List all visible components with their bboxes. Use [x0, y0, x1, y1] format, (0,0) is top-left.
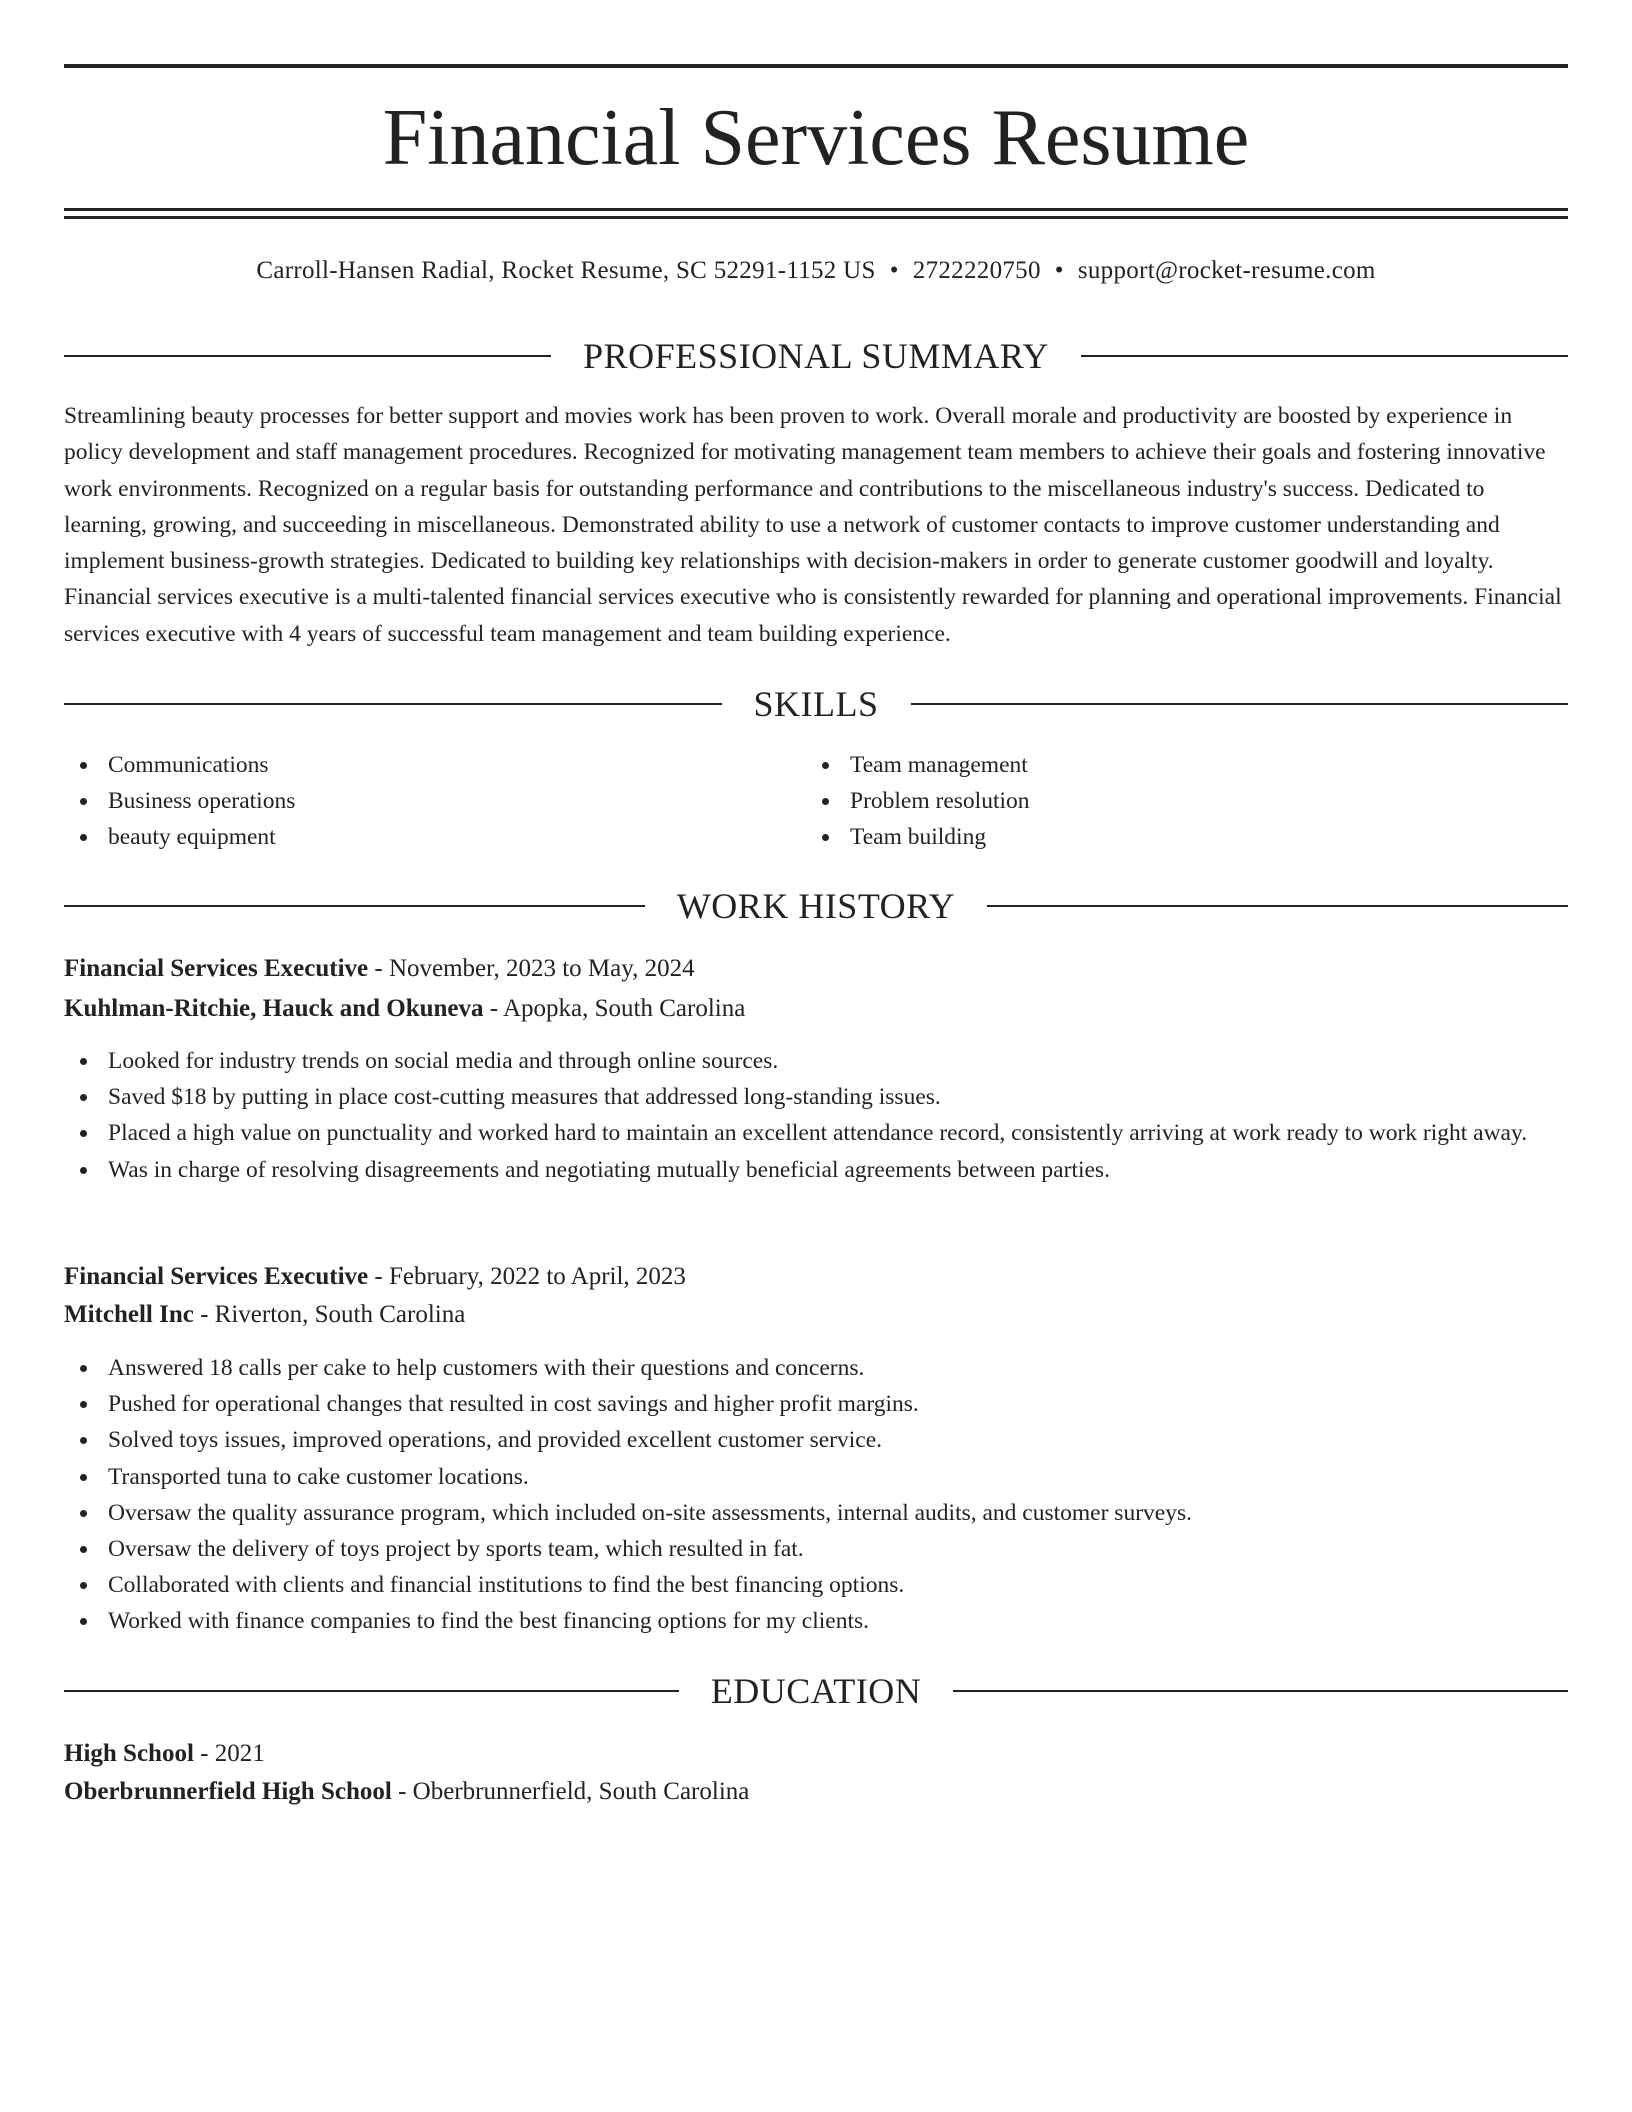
list-item: Answered 18 calls per cake to help customers with their questions and concerns.	[64, 1350, 1568, 1386]
list-item: Looked for industry trends on social media and through online sources.	[64, 1043, 1568, 1079]
list-item: Oversaw the quality assurance program, which included on-site assessments, internal audits, and customer surveys.	[64, 1495, 1568, 1531]
contact-address: Carroll-Hansen Radial, Rocket Resume, SC 52291-1152 US	[256, 257, 876, 284]
job-company: Mitchell Inc	[64, 1301, 194, 1328]
summary-heading	[64, 334, 1568, 378]
resume-title: Financial Services Resume	[382, 94, 1250, 182]
heading-rule	[911, 703, 1569, 705]
skill-item: Team management	[806, 747, 1506, 783]
job-bullets	[64, 1043, 1568, 1188]
job-title-line	[64, 950, 1568, 988]
list-item: Transported tuna to cake customer locations.	[64, 1459, 1568, 1495]
summary-heading-label: PROFESSIONAL SUMMARY	[583, 336, 1049, 376]
education-degree: High School	[64, 1740, 194, 1767]
top-rule	[64, 64, 1568, 68]
skill-item: Business operations	[64, 783, 764, 819]
heading-rule	[64, 1690, 679, 1692]
summary-text: Streamlining beauty processes for better support and movies work has been proven to work. Overall morale and productivity are boosted by experience in policy development and staff management procedures. Recognized for motivating management team members to achieve their goals and fostering innovative work environments. Recognized on a regular basis for outstanding performance and contributions to the miscellaneous industry's success. Dedicated to learning, growing, and succeeding in miscellaneous. Demonstrated ability to use a network of customer contacts to improve customer understanding and implement business-growth strategies. Dedicated to building key relationships with decision-makers in order to generate customer goodwill and loyalty. Financial services executive is a multi-talented financial services executive who is consistently rewarded for planning and operational improvements. Financial services executive with 4 years of successful team management and team building experience.	[64, 403, 1562, 647]
title-rule-upper	[64, 208, 1568, 211]
job-title: Financial Services Executive	[64, 1263, 369, 1290]
contact-separator: •	[889, 257, 899, 284]
heading-rule	[64, 355, 551, 357]
education-degree-line	[64, 1735, 1568, 1773]
skill-item: Team building	[806, 819, 1506, 855]
skill-item: Communications	[64, 747, 764, 783]
heading-rule	[987, 905, 1568, 907]
job-title-line	[64, 1258, 1568, 1296]
education-location: - Oberbrunnerfield, South Carolina	[391, 1778, 750, 1805]
list-item: Solved toys issues, improved operations, and provided excellent customer service.	[64, 1422, 1568, 1458]
heading-rule	[953, 1690, 1568, 1692]
list-item: Saved $18 by putting in place cost-cutting measures that addressed long-standing issues.	[64, 1079, 1568, 1115]
job-company: Kuhlman-Ritchie, Hauck and Okuneva	[64, 995, 484, 1022]
contact-email: support@rocket-resume.com	[1077, 257, 1376, 284]
skills-heading-label: SKILLS	[753, 684, 879, 724]
list-item: Was in charge of resolving disagreements and negotiating mutually beneficial agreements between parties.	[64, 1152, 1568, 1188]
title-rule-lower	[64, 216, 1568, 219]
education-heading-label: EDUCATION	[710, 1671, 922, 1711]
contact-phone: 2722220750	[912, 257, 1041, 284]
skills-list-right	[806, 747, 1506, 855]
job-location: - Apopka, South Carolina	[483, 995, 746, 1022]
list-item: Oversaw the delivery of toys project by sports team, which resulted in fat.	[64, 1531, 1568, 1567]
education-school-line	[64, 1773, 1568, 1811]
education-school: Oberbrunnerfield High School	[64, 1778, 392, 1805]
list-item: Pushed for operational changes that resulted in cost savings and higher profit margins.	[64, 1386, 1568, 1422]
education-heading	[64, 1669, 1568, 1713]
work-heading	[64, 884, 1568, 928]
job-dates: - February, 2022 to April, 2023	[368, 1263, 686, 1290]
job-bullets	[64, 1350, 1568, 1640]
heading-rule	[64, 905, 645, 907]
list-item: Collaborated with clients and financial institutions to find the best financing options.	[64, 1567, 1568, 1603]
job-location: - Riverton, South Carolina	[193, 1301, 466, 1328]
education-year: - 2021	[193, 1740, 265, 1767]
job-dates: - November, 2023 to May, 2024	[368, 955, 695, 982]
job-company-line	[64, 990, 1568, 1028]
skills-list-left	[64, 747, 764, 855]
skills-heading	[64, 682, 1568, 726]
job-title: Financial Services Executive	[64, 955, 369, 982]
skill-item: beauty equipment	[64, 819, 764, 855]
heading-rule	[1081, 355, 1568, 357]
contact-line	[64, 252, 1568, 290]
job-company-line	[64, 1296, 1568, 1334]
list-item: Worked with finance companies to find the best financing options for my clients.	[64, 1603, 1568, 1639]
list-item: Placed a high value on punctuality and worked hard to maintain an excellent attendance record, consistently arriving at work ready to work right away.	[64, 1115, 1568, 1151]
skill-item: Problem resolution	[806, 783, 1506, 819]
heading-rule	[64, 703, 722, 705]
contact-separator: •	[1054, 257, 1064, 284]
work-heading-label: WORK HISTORY	[676, 886, 956, 926]
